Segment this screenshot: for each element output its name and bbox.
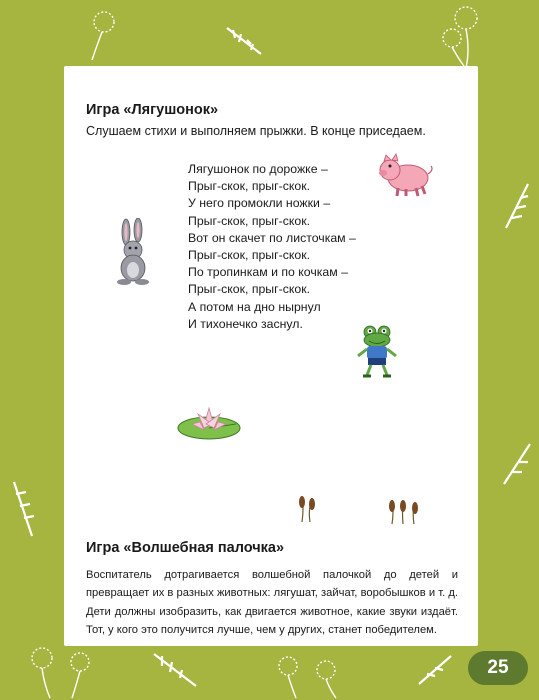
dandelion-leaf-icon [500, 440, 534, 486]
dandelion-decoration-icon [20, 640, 130, 700]
dandelion-leaf-icon [415, 652, 455, 688]
dandelion-leaf-icon [225, 24, 265, 58]
poem-line: Прыг-скок, прыг-скок. [188, 213, 311, 228]
poem-line: Вот он скачет по листочкам – [188, 230, 356, 245]
poem-line: Прыг-скок, прыг-скок. [188, 248, 311, 263]
rabbit-illustration [114, 218, 154, 286]
dandelion-leaf-icon [500, 180, 534, 230]
page-number-badge: 25 [468, 651, 528, 685]
poem-line: Прыг-скок, прыг-скок. [188, 179, 311, 194]
dandelion-leaf-icon [6, 480, 40, 540]
dandelion-decoration-icon [270, 652, 360, 700]
game1-title: Игра «Лягушонок» [86, 102, 219, 118]
pig-illustration [376, 152, 436, 198]
dandelion-decoration-icon [82, 8, 122, 63]
poem [188, 161, 356, 333]
frog-illustration [356, 322, 400, 378]
poem-line: У него промокли ножки – [188, 196, 331, 211]
water-lily-illustration [176, 400, 242, 444]
game2-description: Воспитатель дотрагивается волшебной палочкой до детей и превращает их в разных животных: лягушат, зайчат, воробышков и т. д. Дети должны изобразить, как двигается животное, какие звуки издаёт. Тот, у кого это получится лучше, чем у других, станет победителем. [86, 569, 458, 636]
poem-line: Лягушонок по дорожке – [188, 162, 328, 176]
game2-title: Игра «Волшебная палочка» [86, 540, 285, 556]
cattail-illustration [386, 494, 420, 526]
poem-line: По тропинкам и по кочкам – [188, 265, 348, 280]
dandelion-leaf-icon [150, 650, 200, 690]
poem-line: А потом на дно нырнул [188, 299, 321, 314]
game1-intro: Слушаем стихи и выполняем прыжки. В конце приседаем. [86, 124, 426, 138]
dandelion-decoration-icon [430, 0, 500, 70]
cattail-illustration [294, 490, 318, 524]
poem-line: И тихонечко заснул. [188, 316, 303, 331]
poem-line: Прыг-скок, прыг-скок. [188, 282, 311, 297]
content-panel [64, 66, 478, 646]
